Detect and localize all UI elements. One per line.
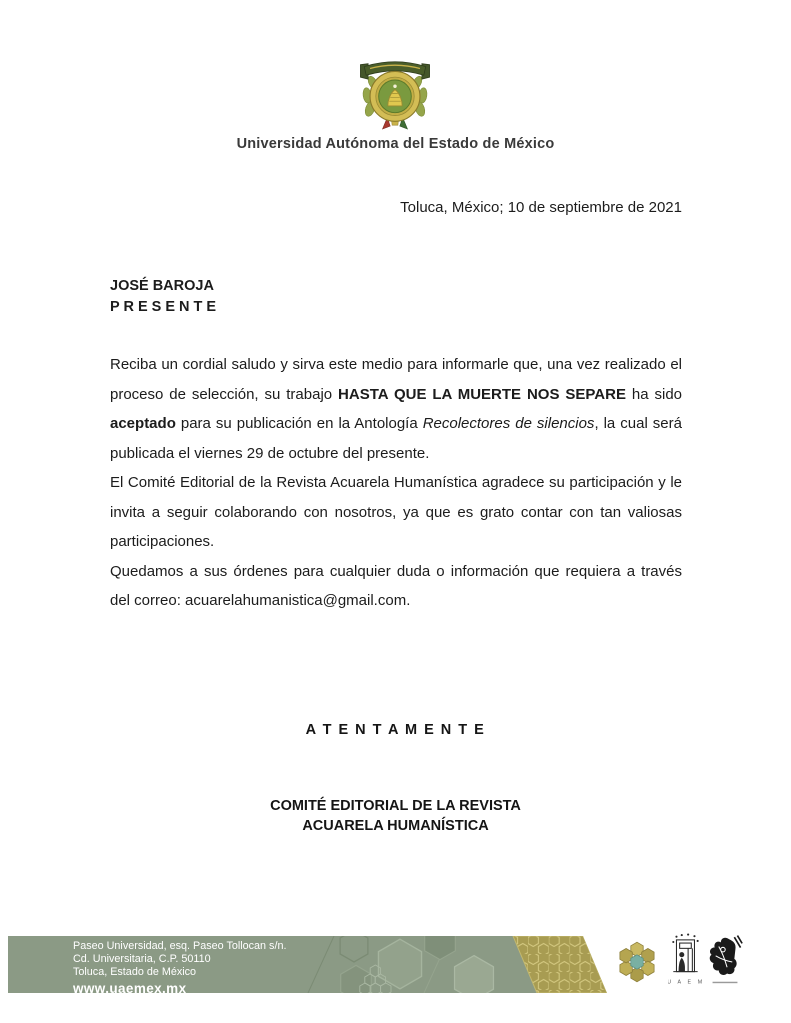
anthology-title: Recolectores de silencios <box>422 415 595 432</box>
footer-address-line-2: Cd. Universitaria, C.P. 50110 <box>73 953 211 966</box>
closing-atentamente: A T E N T A M E N T E <box>305 722 486 738</box>
recipient-present: P R E S E N T E <box>110 299 217 315</box>
uaem-emblem-icon <box>704 933 746 994</box>
seal-caption: U A E M <box>668 979 704 986</box>
footer-website: www.uaemex.mx <box>73 980 187 996</box>
recipient-name: JOSÉ BAROJA <box>110 278 214 294</box>
paragraph-3: Quedamos a sus órdenes para cualquier duda o información que requiera a través del correo: acuarelahumanistica@gmail.com. <box>110 562 682 609</box>
footer-band <box>8 936 607 996</box>
letter-date: Toluca, México; 10 de septiembre de 2021 <box>400 199 682 216</box>
footer-address-line-3: Toluca, Estado de México <box>73 966 197 979</box>
signature-line-1: COMITÉ EDITORIAL DE LA REVISTA <box>270 798 521 814</box>
p1-text: Reciba un cordial saludo y sirva este medio para informarle que, una vez realizado el proceso de selección, su trabajo <box>110 356 682 403</box>
recipient-block <box>110 276 216 318</box>
paragraph-1 <box>110 350 682 468</box>
uaem-crest-icon <box>347 54 443 137</box>
hexagon-flower-icon <box>615 939 659 990</box>
university-name: Universidad Autónoma del Estado de México <box>236 136 555 152</box>
signature-block <box>0 796 791 836</box>
p1-text: , la cual será publicada el viernes 29 de octubre del presente. <box>110 415 682 462</box>
footer-address-block <box>73 940 286 996</box>
p1-text: ha sido <box>625 385 683 403</box>
p1-text: para su publicación en la Antología <box>175 415 423 432</box>
work-title: HASTA QUE LA MUERTE NOS SEPARE <box>338 385 626 403</box>
footer-address-line-1: Paseo Universidad, esq. Paseo Tollocan s/n. <box>73 940 287 952</box>
letter-body <box>110 350 682 616</box>
signature-line-2: ACUARELA HUMANÍSTICA <box>302 818 489 834</box>
accepted-word: aceptado <box>110 415 176 432</box>
uaem-seal-icon <box>668 932 704 993</box>
paragraph-2: El Comité Editorial de la Revista Acuarela Humanística agradece su participación y le invita a seguir colaborando con nosotros, ya que es grato contar con tan valiosas participaciones. <box>110 474 682 550</box>
